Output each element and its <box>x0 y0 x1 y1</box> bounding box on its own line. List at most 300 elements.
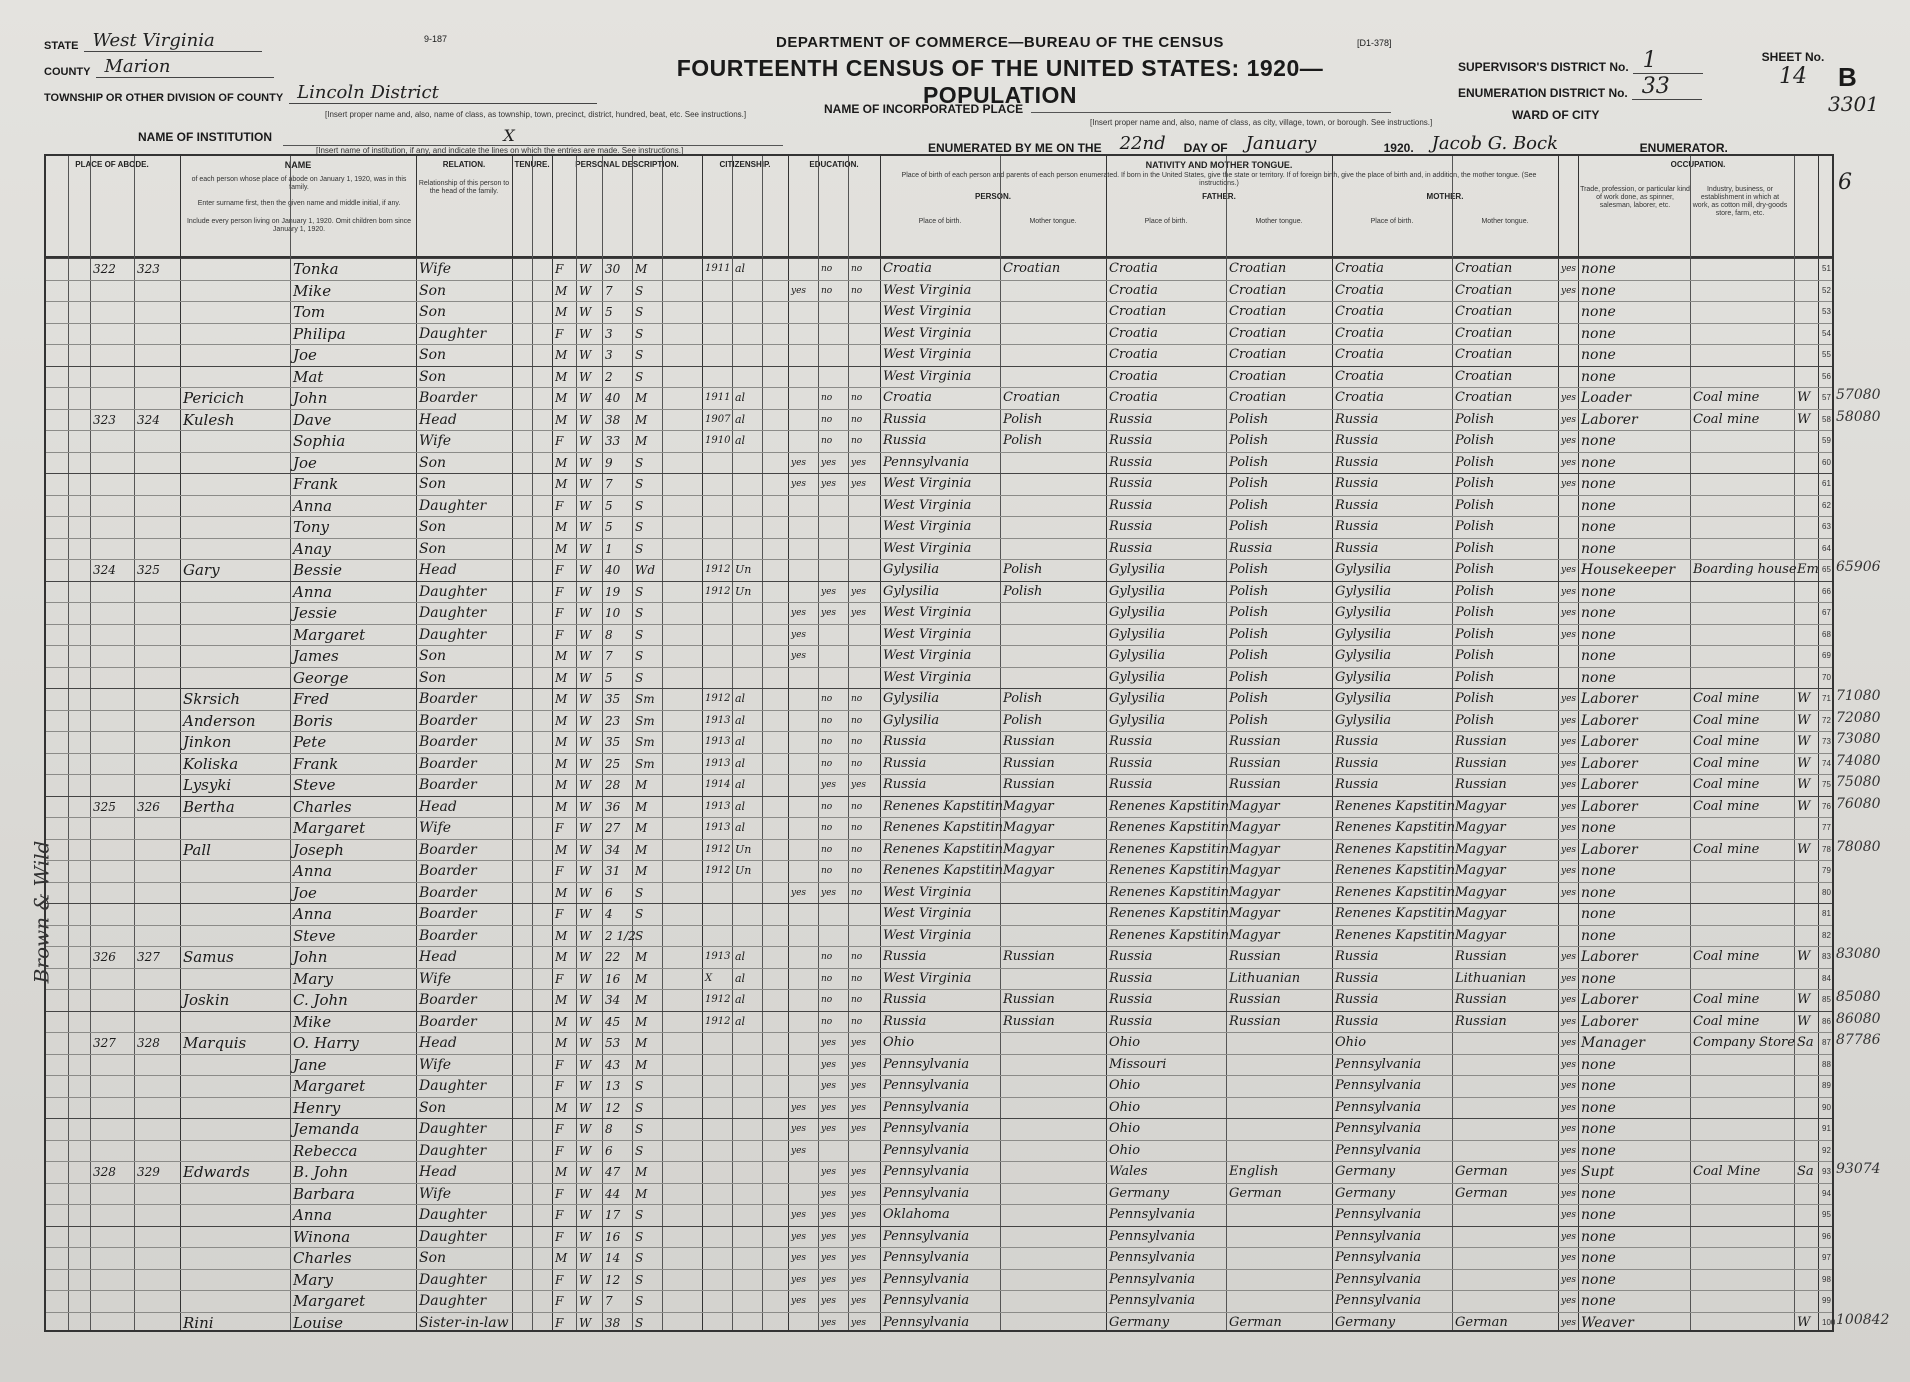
cell-tongue: Polish <box>1003 691 1043 706</box>
ward-label: WARD OF CITY <box>1512 108 1600 122</box>
cell-trade: none <box>1581 669 1616 686</box>
cell-given: Joe <box>293 346 317 364</box>
cell-mtongue: Russian <box>1455 1013 1507 1029</box>
cell-pob: Gylysilia <box>883 691 940 706</box>
cell-pob: West Virginia <box>883 476 972 491</box>
cell-immig: 1914 <box>705 779 731 790</box>
cell-write: no <box>851 436 863 446</box>
line-number: 66 <box>1822 586 1831 596</box>
enumeration-row <box>1458 74 1703 100</box>
cell-read: no <box>821 436 833 446</box>
cell-ftongue: Polish <box>1229 605 1269 620</box>
cell-marital: S <box>635 1272 644 1287</box>
cell-ftongue: Croatian <box>1229 304 1287 319</box>
cell-marital: M <box>635 1057 648 1072</box>
cell-age: 7 <box>605 283 613 298</box>
cell-trade: none <box>1581 1056 1616 1073</box>
cell-dwelling: 326 <box>93 950 116 964</box>
cell-fpob: Russia <box>1109 497 1153 513</box>
cell-given: Sophia <box>293 432 346 450</box>
cell-read: no <box>821 694 833 704</box>
cell-marital: S <box>635 928 644 943</box>
cell-trade: none <box>1581 476 1616 492</box>
cell-emp: W <box>1797 798 1811 814</box>
cell-trade: none <box>1581 1207 1616 1223</box>
cell-ftongue: Russian <box>1229 992 1281 1007</box>
cell-fpob: Renenes Kapstitin <box>1109 863 1230 878</box>
institution-hint: [Insert name of institution, if any, and indicate the lines on which the entries are made. See instructions.] <box>316 146 684 155</box>
margin-code: 65906 <box>1836 559 1881 575</box>
cell-school: yes <box>791 479 807 489</box>
cell-marital: S <box>635 1208 644 1222</box>
cell-fpob: Ohio <box>1109 1099 1141 1115</box>
cell-race: W <box>579 821 592 835</box>
cell-ftongue: Russian <box>1229 949 1281 964</box>
cell-mtongue: Magyar <box>1455 863 1506 878</box>
cell-pob: Russia <box>883 411 927 427</box>
cell-marital: M <box>635 262 648 276</box>
cell-eng: yes <box>1561 694 1577 704</box>
cell-marital: S <box>635 305 644 319</box>
cell-industry: Coal mine <box>1693 712 1760 728</box>
cell-nat: al <box>735 821 746 834</box>
cell-mpob: Russia <box>1335 519 1379 534</box>
cell-eng: yes <box>1561 801 1577 812</box>
cell-sex: F <box>555 627 564 642</box>
cell-age: 8 <box>605 627 613 642</box>
line-number: 95 <box>1822 1210 1831 1219</box>
cell-mpob: Gylysilia <box>1335 648 1392 663</box>
line-number: 77 <box>1822 823 1831 832</box>
line-number: 96 <box>1822 1231 1831 1241</box>
enumeration-value: 33 <box>1632 74 1702 100</box>
cell-sex: M <box>555 541 568 556</box>
cell-nat: al <box>735 778 746 791</box>
group-tenure: TENURE. <box>514 160 550 169</box>
cell-sex: F <box>555 1294 564 1308</box>
column-headers <box>46 156 1832 258</box>
cell-industry: Company Store <box>1693 1035 1795 1050</box>
cell-tongue: Polish <box>1003 562 1043 577</box>
cell-pob: Ohio <box>883 1035 915 1050</box>
cell-ftongue: Polish <box>1229 497 1269 513</box>
cell-pob: West Virginia <box>883 906 972 921</box>
line-number: 71 <box>1822 694 1831 703</box>
cell-surname: Koliska <box>183 754 239 773</box>
cell-emp: W <box>1797 949 1811 964</box>
cell-ftongue: Magyar <box>1229 927 1280 943</box>
cell-read: no <box>821 823 833 833</box>
cell-sex: M <box>555 391 568 405</box>
township-row <box>44 78 597 104</box>
cell-trade: Laborer <box>1581 411 1638 428</box>
cell-tongue: Russian <box>1003 777 1055 792</box>
cell-fpob: Russia <box>1109 476 1153 491</box>
cell-race: W <box>579 1272 592 1287</box>
cell-race: W <box>579 606 592 620</box>
cell-mpob: Russia <box>1335 411 1379 427</box>
cell-trade: none <box>1581 497 1616 514</box>
cell-surname: Samus <box>183 948 234 966</box>
cell-given: Jessie <box>293 604 337 622</box>
cell-trade: Laborer <box>1581 841 1638 858</box>
group-mother: MOTHER. <box>1426 192 1464 201</box>
margin-code: 78080 <box>1836 838 1881 855</box>
supervisor-row <box>1458 48 1703 74</box>
cell-immig: 1911 <box>705 392 731 403</box>
cell-mtongue: Polish <box>1455 454 1495 470</box>
cell-mpob: Croatia <box>1335 325 1384 341</box>
cell-sex: M <box>555 1036 568 1050</box>
cell-marital: S <box>635 1079 644 1093</box>
cell-race: W <box>579 1229 592 1244</box>
cell-pob: Gylysilia <box>883 712 940 728</box>
sheet-number <box>1758 50 1828 89</box>
cell-age: 27 <box>605 821 621 835</box>
cell-given: Fred <box>293 690 330 708</box>
cell-fpob: Pennsylvania <box>1109 1207 1196 1222</box>
cell-relation: Son <box>419 648 447 664</box>
cell-family: 323 <box>137 262 160 276</box>
cell-nat: Un <box>735 864 752 877</box>
cell-marital: S <box>635 649 644 663</box>
cell-mpob: Russia <box>1335 476 1379 491</box>
line-number: 100 <box>1822 1317 1836 1327</box>
cell-trade: none <box>1581 970 1616 987</box>
cell-mtongue: Russian <box>1455 949 1507 964</box>
left-margin-note: Brown & Wild <box>29 840 54 984</box>
cell-mpob: Russia <box>1335 1013 1379 1029</box>
cell-eng: yes <box>1561 479 1577 489</box>
cell-trade: none <box>1581 454 1616 471</box>
cell-given: Rebecca <box>293 1141 358 1160</box>
county-row <box>44 52 597 78</box>
cell-fpob: Croatian <box>1109 304 1167 319</box>
cell-mpob: Russia <box>1335 540 1379 556</box>
state-label: STATE <box>44 40 79 52</box>
cell-trade: Laborer <box>1581 734 1638 750</box>
cell-fpob: Pennsylvania <box>1109 1250 1196 1265</box>
cell-fpob: Wales <box>1109 1164 1148 1179</box>
cell-age: 1 <box>605 541 613 556</box>
cell-given: Anna <box>293 905 333 923</box>
cell-relation: Head <box>419 562 457 578</box>
cell-tongue: Magyar <box>1003 798 1054 814</box>
enumerated-row <box>928 133 1728 155</box>
cell-trade: none <box>1581 433 1616 449</box>
cell-given: James <box>293 647 339 665</box>
cell-surname: Pall <box>183 840 211 859</box>
father-mother-tongue: Mother tongue. <box>1255 218 1303 225</box>
cell-emp: W <box>1797 777 1811 792</box>
cell-family: 329 <box>137 1165 160 1179</box>
cell-race: W <box>579 1143 592 1158</box>
cell-sex: F <box>555 1186 564 1201</box>
cell-pob: Pennsylvania <box>883 1314 970 1330</box>
cell-trade: none <box>1581 1250 1616 1266</box>
cell-fpob: Gylysilia <box>1109 605 1166 620</box>
cell-mpob: Russia <box>1335 734 1379 749</box>
cell-fpob: Gylysilia <box>1109 562 1166 577</box>
cell-emp: W <box>1797 1314 1811 1330</box>
cell-nat: al <box>735 971 746 985</box>
sheet-letter: B <box>1838 62 1857 92</box>
cell-immig: 1912 <box>705 693 731 704</box>
cell-fpob: Croatia <box>1109 325 1158 341</box>
cell-sex: M <box>555 735 568 749</box>
cell-age: 6 <box>605 1143 613 1158</box>
cell-sex: M <box>555 778 568 792</box>
cell-tongue: Magyar <box>1003 863 1054 878</box>
cell-relation: Head <box>419 411 457 428</box>
cell-eng: yes <box>1561 737 1577 747</box>
cell-mtongue: Magyar <box>1455 820 1506 835</box>
cell-trade: none <box>1581 1293 1616 1309</box>
cell-given: Anna <box>293 1206 333 1224</box>
cell-mpob: Gylysilia <box>1335 712 1392 728</box>
cell-industry: Coal mine <box>1693 841 1760 857</box>
cell-age: 45 <box>605 1014 621 1029</box>
cell-marital: S <box>635 1294 644 1308</box>
institution-label: NAME OF INSTITUTION <box>138 130 272 144</box>
cell-given: Bessie <box>293 561 342 579</box>
cell-emp: W <box>1797 734 1811 749</box>
cell-ftongue: Croatian <box>1229 261 1287 276</box>
cell-pob: Russia <box>883 949 927 964</box>
cell-trade: Laborer <box>1581 777 1638 793</box>
state-row <box>44 26 597 52</box>
cell-fpob: Croatia <box>1109 347 1158 362</box>
cell-age: 28 <box>605 778 621 792</box>
cell-write: no <box>851 715 863 726</box>
cell-tongue: Russian <box>1003 1013 1055 1029</box>
cell-age: 25 <box>605 756 621 771</box>
cell-immig: 1912 <box>705 843 731 855</box>
cell-tongue: Magyar <box>1003 820 1054 835</box>
cell-relation: Wife <box>419 433 452 449</box>
cell-family: 326 <box>137 799 160 814</box>
cell-write: no <box>851 393 863 403</box>
cell-relation: Son <box>419 540 447 557</box>
township-value: Lincoln District <box>289 82 597 104</box>
cell-read: yes <box>821 1253 837 1263</box>
cell-marital: S <box>635 1122 644 1136</box>
cell-relation: Wife <box>419 261 452 277</box>
line-number: 57 <box>1822 393 1831 402</box>
cell-industry: Boarding house <box>1693 562 1797 577</box>
cell-marital: M <box>635 950 648 964</box>
cell-mtongue: Magyar <box>1455 906 1506 921</box>
cell-ftongue: Polish <box>1229 411 1269 427</box>
line-number: 53 <box>1822 307 1831 316</box>
cell-trade: Manager <box>1581 1035 1645 1051</box>
cell-ftongue: Polish <box>1229 626 1269 642</box>
cell-ftongue: Russian <box>1229 777 1281 792</box>
cell-ftongue: Russian <box>1229 734 1281 749</box>
cell-given: C. John <box>293 991 348 1009</box>
cell-fpob: Russia <box>1109 433 1153 448</box>
cell-eng: yes <box>1561 436 1577 446</box>
margin-code: 58080 <box>1836 408 1881 425</box>
cell-emp: W <box>1797 390 1811 405</box>
cell-marital: M <box>635 434 648 448</box>
margin-code: 74080 <box>1836 752 1881 769</box>
line-number: 85 <box>1822 995 1831 1004</box>
incorporated-row <box>824 102 1391 116</box>
cell-mpob: Germany <box>1335 1185 1396 1201</box>
cell-eng: yes <box>1561 1059 1577 1070</box>
cell-mtongue: Polish <box>1455 605 1495 620</box>
cell-given: John <box>293 948 328 966</box>
cell-write: no <box>851 737 863 747</box>
cell-relation: Daughter <box>419 583 487 600</box>
cell-immig: 1907 <box>705 413 731 425</box>
cell-sex: F <box>555 498 564 513</box>
cell-nat: al <box>735 434 746 447</box>
cell-read: no <box>821 285 833 296</box>
cell-trade: Laborer <box>1581 691 1638 707</box>
cell-emp: W <box>1797 712 1811 728</box>
cell-pob: Croatia <box>883 261 932 276</box>
cell-age: 9 <box>605 455 613 470</box>
cell-race: W <box>579 434 592 448</box>
cell-pob: Russia <box>883 734 927 749</box>
enumeration-label: ENUMERATION DISTRICT No. <box>1458 86 1628 100</box>
cell-marital: Wd <box>635 563 656 577</box>
cell-relation: Boarder <box>419 712 477 729</box>
cell-fpob: Germany <box>1109 1185 1170 1201</box>
cell-sex: F <box>555 821 564 835</box>
cell-family: 324 <box>137 412 160 427</box>
industry-desc: Industry, business, or establishment in which at work, as cotton mill, dry-goods store, farm, etc. <box>1692 186 1788 217</box>
cell-age: 22 <box>605 950 621 964</box>
cell-race: W <box>579 885 592 900</box>
cell-relation: Son <box>419 282 447 299</box>
cell-industry: Coal mine <box>1693 777 1760 792</box>
cell-pob: Pennsylvania <box>883 454 970 470</box>
cell-mtongue: Polish <box>1455 497 1495 513</box>
line-number: 69 <box>1822 651 1831 660</box>
cell-mpob: Pennsylvania <box>1335 1078 1422 1093</box>
cell-fpob: Russia <box>1109 411 1153 427</box>
cell-pob: Pennsylvania <box>883 1293 970 1308</box>
cell-race: W <box>579 950 592 964</box>
group-nativity: NATIVITY AND MOTHER TONGUE. <box>1145 160 1293 170</box>
cell-marital: M <box>635 799 648 814</box>
cell-eng: yes <box>1561 758 1577 769</box>
father-birth-place: Place of birth. <box>1144 218 1188 225</box>
cell-relation: Daughter <box>419 1228 487 1245</box>
cell-relation: Son <box>419 669 447 686</box>
cell-race: W <box>579 1079 592 1093</box>
cell-pob: Gylysilia <box>883 562 940 577</box>
cell-age: 40 <box>605 391 621 405</box>
year-label: 1920. <box>1383 141 1414 155</box>
cell-eng: yes <box>1561 1081 1577 1091</box>
line-number: 72 <box>1822 715 1831 725</box>
cell-marital: M <box>635 778 648 792</box>
cell-eng: yes <box>1561 823 1577 833</box>
cell-emp: W <box>1797 992 1811 1007</box>
cell-relation: Head <box>419 798 457 815</box>
cell-marital: S <box>635 1143 644 1158</box>
cell-write: no <box>851 887 863 898</box>
cell-mtongue: Polish <box>1455 669 1495 685</box>
cell-tongue: Croatian <box>1003 261 1061 276</box>
cell-eng: yes <box>1561 1145 1577 1156</box>
line-number: 75 <box>1822 780 1831 789</box>
cell-race: W <box>579 1122 592 1136</box>
cell-ftongue: Polish <box>1229 583 1269 599</box>
line-number: 91 <box>1822 1124 1831 1133</box>
cell-age: 5 <box>605 670 613 685</box>
cell-read: yes <box>821 586 837 597</box>
cell-tongue: Polish <box>1003 712 1043 728</box>
cell-race: W <box>579 1036 592 1050</box>
cell-age: 31 <box>605 864 621 878</box>
cell-surname: Lysyki <box>183 776 232 794</box>
cell-tongue: Russian <box>1003 755 1055 771</box>
cell-mtongue: Polish <box>1455 583 1495 599</box>
cell-race: W <box>579 369 592 384</box>
cell-fpob: Russia <box>1109 454 1153 470</box>
cell-eng: yes <box>1561 264 1577 274</box>
line-number: 65 <box>1822 565 1831 574</box>
cell-age: 4 <box>605 907 613 921</box>
cell-given: O. Harry <box>293 1034 359 1052</box>
cell-write: yes <box>851 1231 867 1242</box>
cell-marital: M <box>635 864 648 878</box>
cell-pob: Pennsylvania <box>883 1056 970 1072</box>
cell-read: no <box>821 995 833 1005</box>
cell-mtongue: Polish <box>1455 691 1495 706</box>
enumerated-label: ENUMERATED BY ME ON THE <box>928 141 1102 155</box>
cell-write: no <box>851 823 863 833</box>
cell-read: yes <box>821 887 837 898</box>
margin-code: 93074 <box>1836 1161 1881 1177</box>
cell-ftongue: Croatian <box>1229 347 1287 362</box>
line-number: 92 <box>1822 1145 1831 1155</box>
cell-given: Jemanda <box>293 1120 360 1138</box>
line-number: 68 <box>1822 629 1831 639</box>
cell-write: yes <box>851 586 867 597</box>
cell-read: no <box>821 414 833 425</box>
cell-race: W <box>579 670 592 685</box>
line-number: 58 <box>1822 414 1831 424</box>
cell-mtongue: Polish <box>1455 562 1495 577</box>
institution-row <box>138 126 783 146</box>
cell-read: yes <box>821 1167 837 1177</box>
cell-read: no <box>821 715 833 726</box>
cell-race: W <box>579 1315 592 1330</box>
cell-marital: M <box>635 412 648 427</box>
cell-nat: al <box>735 262 746 275</box>
cell-surname: Kulesh <box>183 410 235 429</box>
cell-sex: F <box>555 1272 564 1287</box>
cell-pob: Pennsylvania <box>883 1271 970 1287</box>
cell-age: 10 <box>605 606 621 620</box>
cell-eng: yes <box>1561 1188 1577 1199</box>
cell-pob: West Virginia <box>883 519 972 534</box>
day-of-label: DAY OF <box>1183 141 1228 155</box>
line-number: 60 <box>1822 457 1831 467</box>
cell-school: yes <box>791 608 807 618</box>
margin-code: 71080 <box>1836 688 1881 704</box>
cell-fpob: Gylysilia <box>1109 648 1166 663</box>
nativity-desc: Place of birth of each person and parents of each person enumerated. If born in the United States, give the state or territory. If of foreign birth, give the place of birth and, in addition, the mother tongue. (See instructions.) <box>901 172 1537 187</box>
cell-age: 44 <box>605 1186 621 1201</box>
cell-sex: F <box>555 1229 564 1244</box>
